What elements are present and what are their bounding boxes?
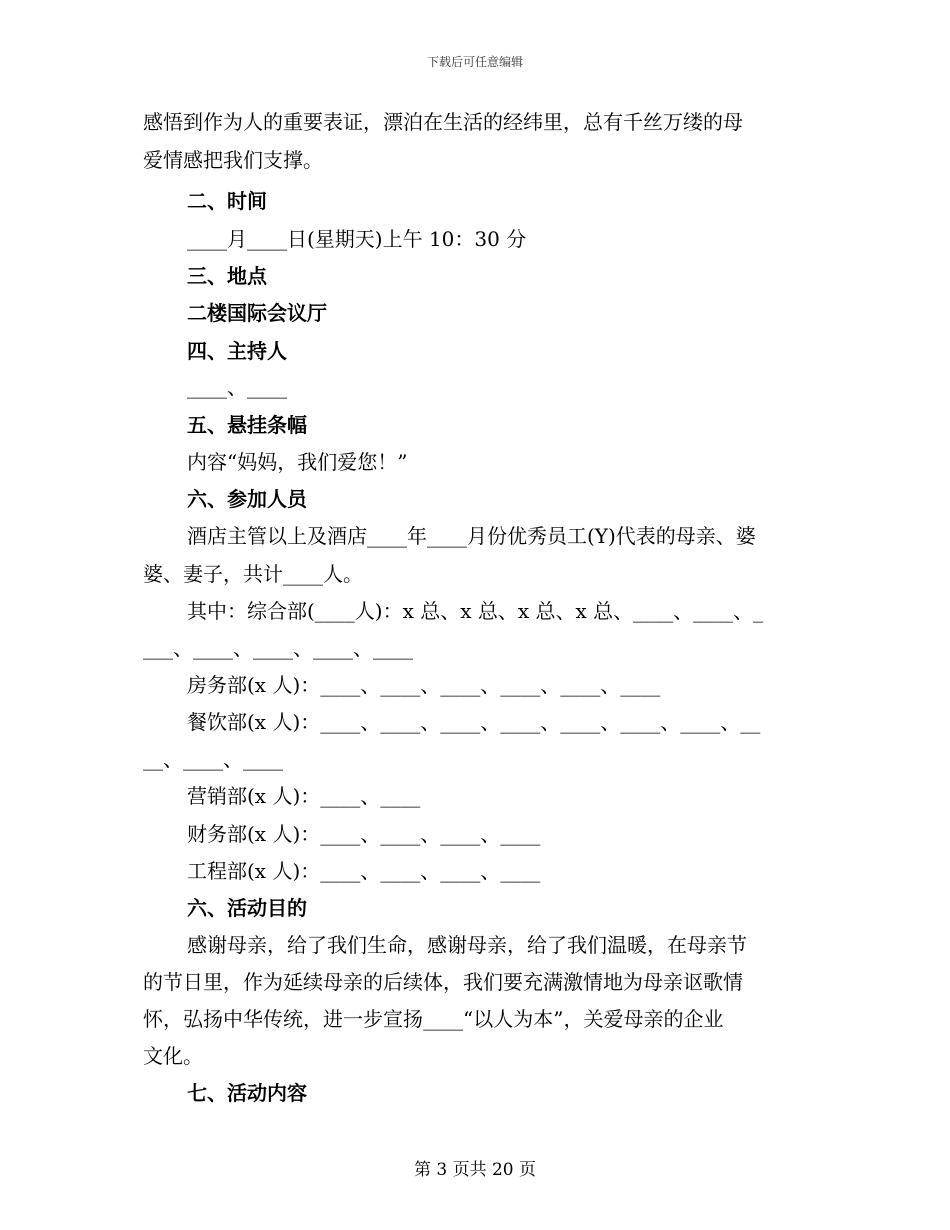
banner-content-line: 内容“妈妈，我们爱您！”	[187, 450, 408, 474]
page-header: 下载后可任意编辑	[426, 55, 523, 69]
section-heading-time: 二、时间	[187, 189, 267, 213]
paragraph-line: 爱情感把我们支撑。	[143, 148, 323, 172]
section-heading-participants: 六、参加人员	[187, 487, 307, 511]
paragraph-line: 怀，弘扬中华传统，进一步宣扬____“以人为本”，关爱母亲的企业	[143, 1007, 724, 1031]
department-line: 营销部(x 人)：____、____	[187, 784, 421, 808]
page-footer: 第 3 页共 20 页	[413, 1160, 537, 1180]
department-line: 其中：综合部(____人)：x 总、x 总、x 总、x 总、____、____、_	[187, 599, 764, 623]
paragraph-line: 文化。	[143, 1044, 203, 1068]
section-heading-location: 三、地点	[187, 264, 267, 288]
section-heading-content: 七、活动内容	[187, 1081, 307, 1105]
participants-line: 婆、妻子，共计____人。	[143, 562, 363, 586]
section-heading-purpose: 六、活动目的	[187, 896, 307, 920]
department-line: 餐饮部(x 人)：____、____、____、____、____、____、____、__	[187, 710, 761, 734]
department-line: __、____、____	[143, 747, 283, 771]
participants-line: 酒店主管以上及酒店____年____月份优秀员工(Y)代表的母亲、婆	[187, 524, 756, 548]
paragraph-line: 的节日里，作为延续母亲的后续体，我们要充满激情地为母亲讴歌情	[143, 970, 743, 994]
time-line: ____月____日(星期天)上午 10：30 分	[187, 227, 527, 251]
host-line: ____、____	[187, 375, 287, 399]
section-heading-host: 四、主持人	[187, 339, 287, 363]
department-line: 财务部(x 人)：____、____、____、____	[187, 822, 541, 846]
department-line: ___、____、____、____、____	[143, 636, 413, 660]
department-line: 工程部(x 人)：____、____、____、____	[187, 859, 541, 883]
department-line: 房务部(x 人)：____、____、____、____、____、____	[187, 673, 661, 697]
paragraph-line: 感悟到作为人的重要表证，漂泊在生活的经纬里，总有千丝万缕的母	[143, 110, 743, 134]
paragraph-line: 感谢母亲，给了我们生命，感谢母亲，给了我们温暖，在母亲节	[187, 933, 747, 957]
section-heading-banner: 五、悬挂条幅	[187, 413, 307, 437]
location-line: 二楼国际会议厅	[187, 301, 327, 325]
